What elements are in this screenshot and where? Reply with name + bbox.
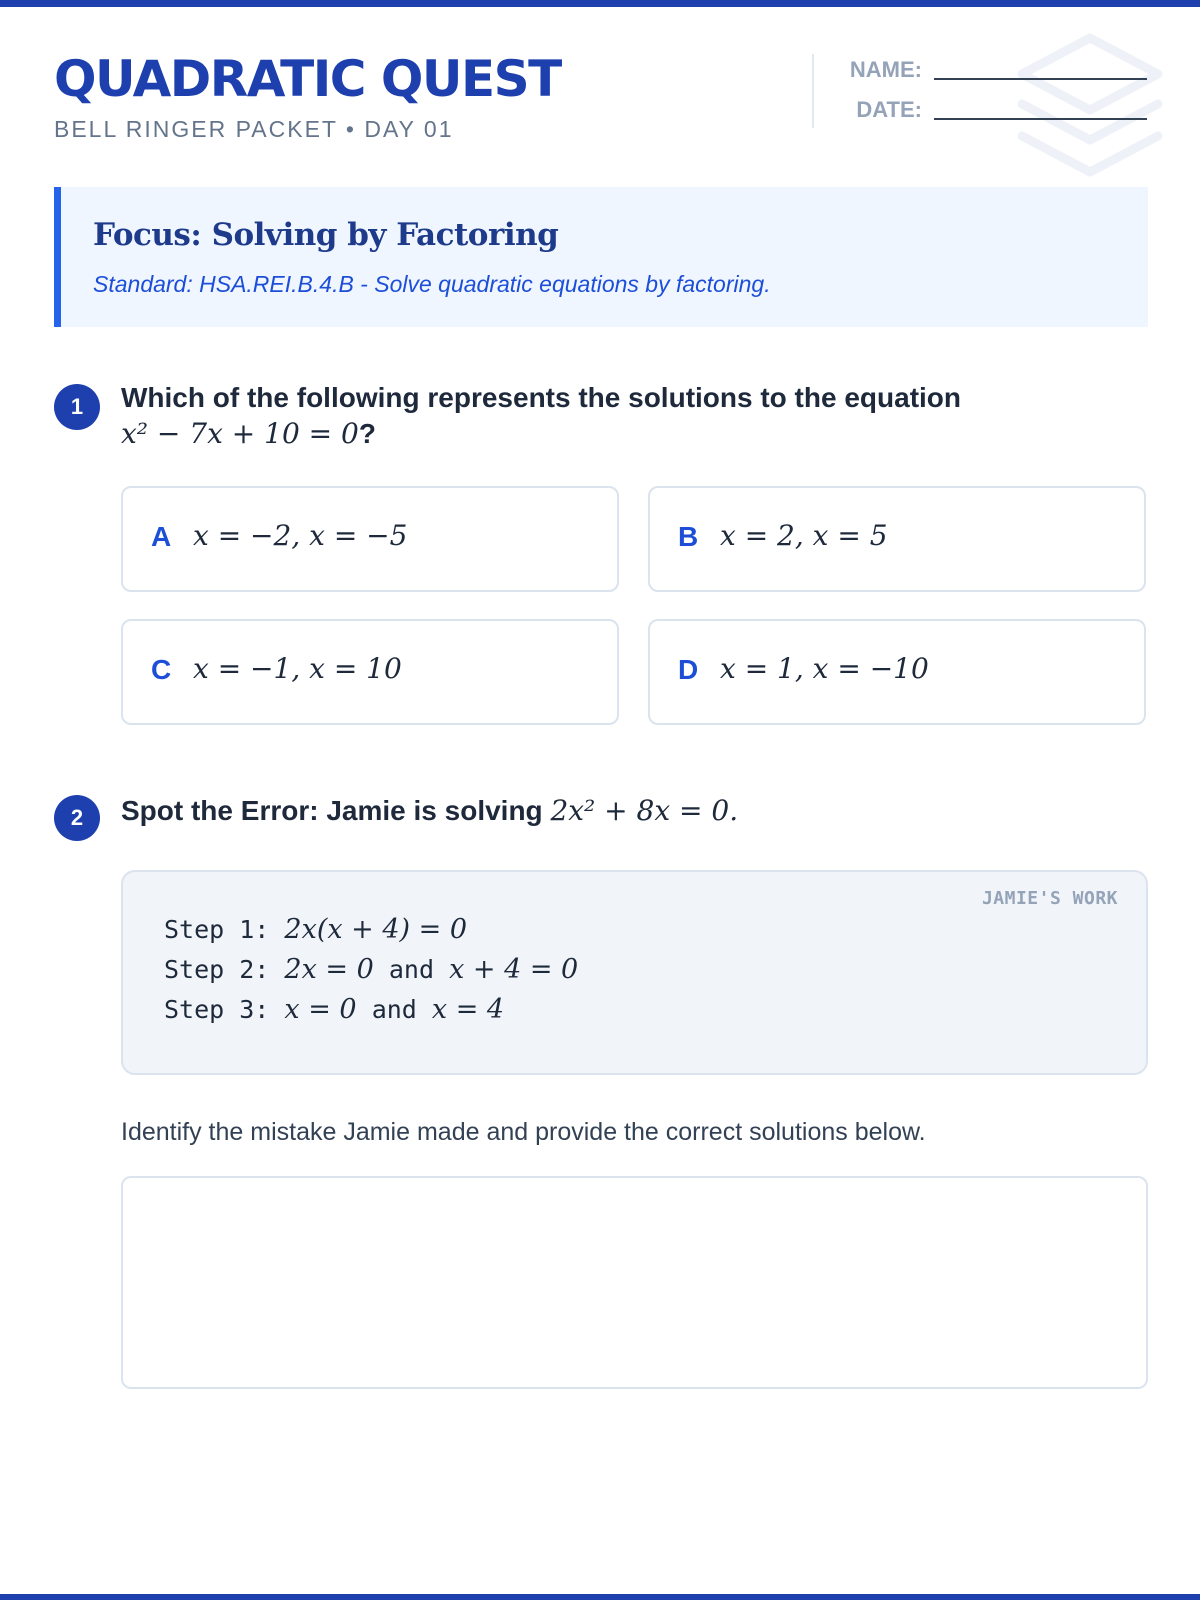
focus-callout <box>54 187 1148 327</box>
question-1-end: ? <box>358 418 376 450</box>
question-2-prompt <box>121 793 738 829</box>
question-1-prompt <box>121 380 961 453</box>
option-a-answer: x = −2, x = −5 <box>193 519 408 552</box>
question-1-badge: 1 <box>54 384 100 430</box>
option-b-answer: x = 2, x = 5 <box>720 519 888 552</box>
header-divider <box>812 54 814 128</box>
focus-title: Focus: Solving by Factoring <box>93 217 559 253</box>
option-b-letter: B <box>678 521 699 552</box>
option-a[interactable] <box>121 486 619 592</box>
jamies-work-box <box>121 870 1148 1075</box>
step-3-math-left: x = 0 <box>284 994 357 1025</box>
stacked-layers-icon <box>1014 30 1166 185</box>
top-accent-bar <box>0 0 1200 7</box>
option-c-letter: C <box>151 654 172 685</box>
option-b[interactable] <box>648 486 1146 592</box>
step-2-math-right: x + 4 = 0 <box>449 954 579 985</box>
work-step-1 <box>164 914 467 945</box>
option-d-answer: x = 1, x = −10 <box>720 652 929 685</box>
question-2-equation: 2x² + 8x = 0. <box>550 794 739 827</box>
option-c[interactable] <box>121 619 619 725</box>
step-3-label: Step 3: <box>164 995 270 1024</box>
step-2-math-left: 2x = 0 <box>284 954 374 985</box>
name-label: NAME: <box>849 57 922 82</box>
option-c-answer: x = −1, x = 10 <box>193 652 402 685</box>
step-3-math-right: x = 4 <box>431 994 505 1025</box>
work-box-label: JAMIE'S WORK <box>981 888 1118 909</box>
step-1-math: 2x(x + 4) = 0 <box>284 914 468 945</box>
date-field-line[interactable] <box>934 118 1147 120</box>
question-1-equation: x² − 7x + 10 = 0 <box>121 417 359 451</box>
work-step-3 <box>164 994 504 1025</box>
question-2-prompt-text: Spot the Error: Jamie is solving <box>121 795 543 826</box>
step-2-connector: and <box>388 955 435 984</box>
name-field-line[interactable] <box>934 78 1147 80</box>
option-d[interactable] <box>648 619 1146 725</box>
question-2-badge: 2 <box>54 795 100 841</box>
question-2-instruction: Identify the mistake Jamie made and provide the correct solutions below. <box>121 1118 926 1146</box>
answer-box[interactable] <box>121 1176 1148 1389</box>
step-3-connector: and <box>371 995 417 1024</box>
option-d-letter: D <box>678 654 699 685</box>
step-2-label: Step 2: <box>164 955 270 984</box>
work-step-2 <box>164 954 578 985</box>
date-label: DATE: <box>856 97 922 122</box>
worksheet-title: QUADRATIC QUEST <box>54 50 561 108</box>
bottom-accent-bar <box>0 1594 1200 1600</box>
standard-text: Standard: HSA.REI.B.4.B - Solve quadratic equations by factoring. <box>93 271 771 297</box>
question-1-prompt-text: Which of the following represents the solutions to the equation <box>121 382 961 413</box>
worksheet-subtitle: BELL RINGER PACKET • DAY 01 <box>54 116 454 142</box>
option-a-letter: A <box>151 521 172 552</box>
step-1-label: Step 1: <box>164 915 270 944</box>
